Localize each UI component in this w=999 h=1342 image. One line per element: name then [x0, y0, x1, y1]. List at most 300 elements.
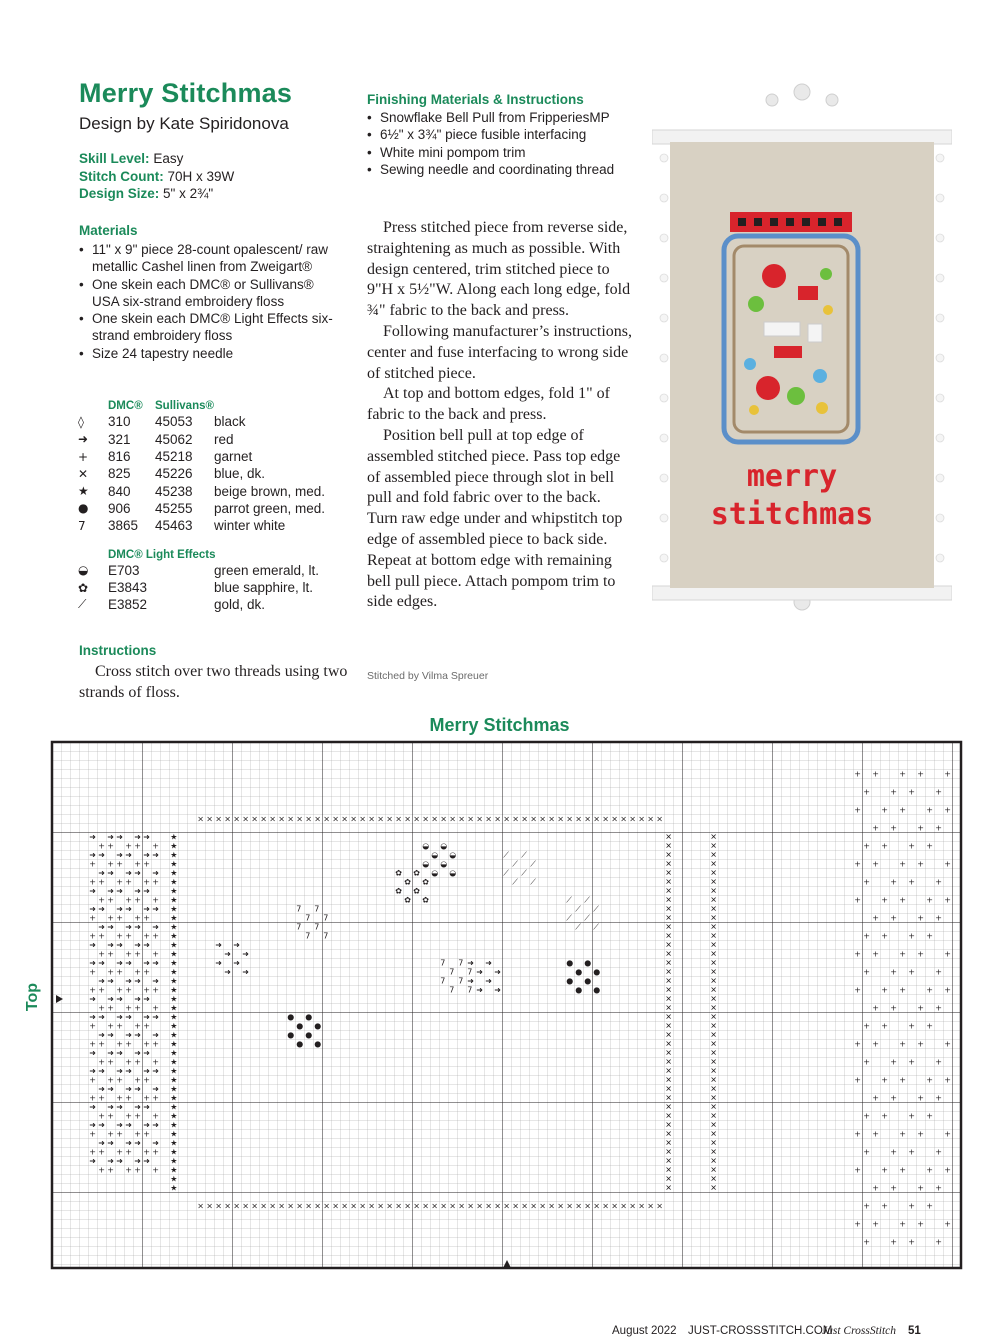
chart-symbol: ⟋: [584, 895, 590, 905]
chart-symbol: +: [881, 841, 888, 851]
chart-symbol: ×: [629, 1201, 636, 1211]
chart-symbol: +: [899, 985, 906, 995]
chart-symbol: ★: [170, 1021, 178, 1031]
chart-symbol: +: [908, 877, 915, 887]
chart-symbol: +: [890, 823, 897, 833]
chart-symbol: ➜: [125, 1030, 132, 1040]
table-row: ⟋ E3852 gold, dk.: [78, 597, 266, 613]
chart-symbol: ➜: [152, 976, 159, 986]
chart-symbol: ➜: [89, 886, 96, 896]
chart-symbol: ✿: [413, 886, 420, 896]
chart-symbol: ✕: [665, 985, 672, 995]
chart-symbol: ➜: [89, 940, 96, 950]
chart-symbol: ★: [170, 1174, 178, 1184]
chart-symbol: +: [926, 1021, 933, 1031]
chart-symbol: ➜: [143, 1048, 150, 1058]
chart-symbol: ✕: [665, 1057, 672, 1067]
chart-symbol: ➜: [125, 1066, 132, 1076]
chart-symbol: ➜: [89, 1120, 96, 1130]
chart-symbol: ×: [305, 1201, 312, 1211]
chart-symbol: ➜: [116, 1012, 123, 1022]
chart-symbol: ➜: [116, 1066, 123, 1076]
chart-symbol: ×: [530, 1201, 537, 1211]
chart-symbol: ×: [503, 1201, 510, 1211]
chart-symbol: ➜: [134, 922, 141, 932]
chart-symbol: ×: [278, 814, 285, 824]
chart-symbol: ✕: [665, 877, 672, 887]
chart-symbol: +: [890, 1093, 897, 1103]
chart-symbol: ●: [584, 976, 592, 986]
chart-symbol: ➜: [494, 967, 501, 977]
chart-symbol: ✕: [710, 985, 717, 995]
chart-symbol: +: [134, 1057, 141, 1067]
chart-symbol: +: [89, 1039, 96, 1049]
chart-symbol: ✕: [665, 1129, 672, 1139]
chart-symbol: ➜: [485, 958, 492, 968]
chart-symbol: +: [890, 967, 897, 977]
x-icon: ✕: [78, 466, 89, 481]
chart-symbol: +: [107, 895, 114, 905]
chart-symbol: ×: [251, 1201, 258, 1211]
chart-symbol: ✕: [665, 1030, 672, 1040]
chart-symbol: ●: [314, 1039, 322, 1049]
chart-symbol: +: [944, 895, 951, 905]
chart-symbol: ×: [440, 1201, 447, 1211]
chart-symbol: ×: [251, 814, 258, 824]
chart-symbol: +: [125, 949, 132, 959]
chart-symbol: ➜: [98, 958, 105, 968]
chart-symbol: ➜: [224, 949, 231, 959]
chart-symbol: ⟋: [575, 922, 581, 932]
chart-symbol: ×: [422, 814, 429, 824]
chart-symbol: ●: [566, 958, 574, 968]
chart-symbol: ➜: [107, 868, 114, 878]
chart-symbol: ★: [170, 976, 178, 986]
chart-symbol: ➜: [485, 976, 492, 986]
chart-symbol: ➜: [143, 1102, 150, 1112]
chart-symbol: ×: [350, 814, 357, 824]
chart-symbol: +: [107, 1111, 114, 1121]
chart-symbol: ➜: [134, 868, 141, 878]
chart-symbol: ✕: [710, 1165, 717, 1175]
chart-symbol: +: [152, 985, 159, 995]
chart-symbol: +: [935, 1237, 942, 1247]
chart-symbol: ×: [557, 814, 564, 824]
chart-symbol: ×: [584, 814, 591, 824]
chart-symbol: ★: [170, 841, 178, 851]
chart-symbol: ✕: [710, 949, 717, 959]
chart-symbol: ➜: [116, 1156, 123, 1166]
chart-symbol: ★: [170, 1084, 178, 1094]
chart-symbol: ★: [170, 895, 178, 905]
chart-symbol: ✕: [665, 1174, 672, 1184]
chart-symbol: +: [944, 985, 951, 995]
chart-symbol: ×: [224, 814, 231, 824]
chart-symbol: 7: [458, 976, 464, 986]
chart-symbol: ⟋: [521, 868, 527, 878]
chart-symbol: ➜: [107, 1084, 114, 1094]
chart-symbol: +: [944, 805, 951, 815]
chart-symbol: ×: [332, 814, 339, 824]
chart-symbol: +: [881, 931, 888, 941]
chart-symbol: ➜: [89, 958, 96, 968]
chart-symbol: ➜: [98, 904, 105, 914]
chart-symbol: ➜: [143, 940, 150, 950]
chart-symbol: ➜: [134, 976, 141, 986]
chart-symbol: ●: [296, 1039, 304, 1049]
chart-symbol: +: [125, 1057, 132, 1067]
chart-symbol: ×: [656, 814, 663, 824]
chart-symbol: ×: [368, 814, 375, 824]
chart-symbol: ×: [242, 814, 249, 824]
chart-symbol: +: [152, 1111, 159, 1121]
chart-symbol: ×: [197, 814, 204, 824]
chart-symbol: ➜: [98, 1012, 105, 1022]
chart-symbol: ➜: [125, 1012, 132, 1022]
chart-symbol: ✕: [665, 832, 672, 842]
chart-symbol: ➜: [116, 1120, 123, 1130]
slash-icon: ⟋: [78, 597, 87, 612]
chart-title: Merry Stitchmas: [429, 715, 570, 735]
chart-symbol: +: [116, 985, 123, 995]
chart-symbol: +: [917, 823, 924, 833]
chart-symbol: ➜: [242, 967, 249, 977]
chart-symbol: +: [872, 913, 879, 923]
chart-symbol: +: [143, 1129, 150, 1139]
chart-symbol: ✕: [665, 967, 672, 977]
chart-symbol: +: [899, 805, 906, 815]
chart-symbol: +: [881, 1165, 888, 1175]
chart-symbol: ×: [269, 1201, 276, 1211]
chart-symbol: ●: [593, 967, 601, 977]
chart-symbol: ✕: [710, 1138, 717, 1148]
chart-symbol: ➜: [98, 1084, 105, 1094]
chart-symbol: ×: [395, 814, 402, 824]
chart-symbol: ➜: [125, 1084, 132, 1094]
chart-symbol: 7: [305, 913, 311, 923]
chart-symbol: +: [854, 769, 861, 779]
chart-symbol: +: [935, 1093, 942, 1103]
chart-symbol: ✕: [665, 1003, 672, 1013]
photo-text-stitchmas: stitchmas: [710, 497, 874, 532]
chart-symbol: ✕: [710, 1093, 717, 1103]
chart-symbol: ×: [260, 1201, 267, 1211]
chart-symbol: ×: [602, 814, 609, 824]
chart-symbol: +: [125, 1147, 132, 1157]
footer-page-number: 51: [908, 1325, 921, 1337]
chart-top-label: Top: [24, 982, 41, 1012]
chart-symbol: +: [125, 877, 132, 887]
chart-symbol: +: [134, 949, 141, 959]
chart-symbol: ➜: [98, 1120, 105, 1130]
stitched-by-credit: Stitched by Vilma Spreuer: [367, 670, 489, 682]
chart-symbol: ✕: [710, 976, 717, 986]
chart-symbol: ✕: [710, 1012, 717, 1022]
chart-symbol: ×: [368, 1201, 375, 1211]
chart-symbol: +: [872, 1039, 879, 1049]
chart-symbol: ×: [386, 814, 393, 824]
chart-symbol: ×: [593, 1201, 600, 1211]
chart-symbol: +: [116, 1039, 123, 1049]
chart-symbol: +: [98, 1165, 105, 1175]
chart-symbol: ●: [305, 1030, 313, 1040]
chart-symbol: +: [917, 1129, 924, 1139]
dmc-header: DMC®: [108, 400, 143, 413]
chart-symbol: ★: [170, 1012, 178, 1022]
chart-symbol: ➜: [116, 904, 123, 914]
chart-symbol: +: [908, 1057, 915, 1067]
chart-symbol: ×: [557, 1201, 564, 1211]
chart-symbol: 7: [467, 967, 473, 977]
chart-symbol: ×: [296, 814, 303, 824]
chart-symbol: ★: [170, 931, 178, 941]
chart-symbol: ➜: [125, 868, 132, 878]
table-row: ● 906 45255 parrot green, med.: [78, 500, 326, 516]
chart-symbol: ➜: [143, 1120, 150, 1130]
chart-symbol: ×: [638, 1201, 645, 1211]
chart-symbol: ✕: [710, 895, 717, 905]
chart-symbol: +: [926, 1111, 933, 1121]
chart-symbol: ➜: [125, 922, 132, 932]
chart-symbol: ➜: [134, 832, 141, 842]
chart-symbol: ➜: [143, 904, 150, 914]
chart-symbol: +: [854, 1129, 861, 1139]
chart-symbol: ●: [575, 967, 583, 977]
chart-symbol: +: [125, 1003, 132, 1013]
chart-symbol: ✿: [404, 895, 411, 905]
chart-symbol: +: [935, 1057, 942, 1067]
chart-symbol: ★: [170, 940, 178, 950]
chart-symbol: ×: [629, 814, 636, 824]
chart-symbol: ✕: [665, 1075, 672, 1085]
chart-symbol: +: [863, 1147, 870, 1157]
chart-symbol: +: [143, 877, 150, 887]
chart-symbol: ➜: [143, 832, 150, 842]
chart-symbol: +: [116, 1129, 123, 1139]
chart-symbol: ➜: [152, 1084, 159, 1094]
chart-symbol: ★: [170, 994, 178, 1004]
chart-symbol: +: [899, 895, 906, 905]
chart-symbol: +: [917, 859, 924, 869]
chart-symbol: ×: [512, 1201, 519, 1211]
chart-symbol: +: [899, 949, 906, 959]
chart-symbol: ➜: [233, 958, 240, 968]
chart-symbol: +: [143, 1075, 150, 1085]
chart-symbol: ✕: [665, 931, 672, 941]
chart-symbol: ★: [170, 1129, 178, 1139]
chart-symbol: +: [926, 805, 933, 815]
stitch-count: Stitch Count: 70H x 39W: [79, 168, 235, 184]
table-row: 7 3865 45463 winter white: [78, 518, 286, 534]
chart-symbol: ➜: [116, 1102, 123, 1112]
chart-symbol: ➜: [125, 958, 132, 968]
chart-symbol: +: [926, 1075, 933, 1085]
chart-symbol: ✕: [710, 1120, 717, 1130]
chart-symbol: ➜: [134, 940, 141, 950]
chart-symbol: ➜: [107, 1030, 114, 1040]
chart-symbol: ●: [287, 1012, 295, 1022]
chart-symbol: +: [926, 1201, 933, 1211]
chart-symbol: +: [134, 895, 141, 905]
chart-symbol: ➜: [476, 985, 483, 995]
chart-symbol: +: [98, 1093, 105, 1103]
chart-symbol: ✕: [710, 1147, 717, 1157]
chart-symbol: 7: [314, 922, 320, 932]
chart-symbol: ✿: [395, 868, 402, 878]
chart-symbol: +: [89, 877, 96, 887]
chart-symbol: ★: [170, 1048, 178, 1058]
chart-symbol: ✕: [710, 1084, 717, 1094]
chart-symbol: ✕: [710, 913, 717, 923]
chart-symbol: +: [863, 787, 870, 797]
chart-symbol: ➜: [98, 868, 105, 878]
chart-symbol: +: [917, 949, 924, 959]
chart-symbol: ◒: [431, 868, 439, 878]
chart-symbol: ⟋: [593, 904, 599, 914]
chart-symbol: +: [143, 985, 150, 995]
chart-symbol: ★: [170, 832, 178, 842]
half-circle-icon: ◒: [78, 563, 89, 578]
chart-symbol: ➜: [89, 994, 96, 1004]
chart-symbol: +: [854, 805, 861, 815]
chart-symbol: ✕: [665, 1021, 672, 1031]
chart-symbol: +: [881, 1201, 888, 1211]
chart-symbol: ✕: [710, 1075, 717, 1085]
chart-symbol: +: [152, 1147, 159, 1157]
chart-symbol: ✕: [710, 1183, 717, 1193]
chart-symbol: ×: [575, 1201, 582, 1211]
chart-symbol: ★: [170, 922, 178, 932]
chart-symbol: +: [854, 985, 861, 995]
chart-symbol: ✕: [710, 1156, 717, 1166]
chart-symbol: +: [881, 1075, 888, 1085]
chart-symbol: +: [134, 1021, 141, 1031]
chart-symbol: +: [881, 805, 888, 815]
chart-symbol: ➜: [134, 886, 141, 896]
chart-symbol: ✕: [665, 949, 672, 959]
footer-site: JUST-CROSSSTITCH.COM: [688, 1325, 833, 1337]
chart-symbol: ✕: [710, 931, 717, 941]
chart-symbol: ➜: [116, 832, 123, 842]
chart-symbol: +: [944, 949, 951, 959]
chart-symbol: ✕: [665, 1165, 672, 1175]
chart-symbol: ★: [170, 1057, 178, 1067]
chart-symbol: +: [899, 1039, 906, 1049]
instructions-text: Cross stitch over two threads using two strands of floss.: [79, 663, 348, 701]
chart-symbol: ✕: [710, 922, 717, 932]
chart-symbol: ✕: [665, 850, 672, 860]
chart-symbol: ➜: [125, 850, 132, 860]
chart-symbol: +: [89, 1075, 96, 1085]
chart-symbol: ★: [170, 1030, 178, 1040]
chart-symbol: ★: [170, 1039, 178, 1049]
chart-symbol: +: [98, 1147, 105, 1157]
chart-symbol: ×: [323, 814, 330, 824]
chart-symbol: ➜: [107, 1102, 114, 1112]
chart-symbol: 7: [296, 922, 302, 932]
chart-symbol: ✕: [665, 922, 672, 932]
chart-symbol: ➜: [242, 949, 249, 959]
chart-symbol: ×: [296, 1201, 303, 1211]
chart-symbol: +: [98, 949, 105, 959]
chart-symbol: +: [863, 1021, 870, 1031]
chart-symbol: 7: [458, 958, 464, 968]
chart-symbol: +: [935, 787, 942, 797]
chart-symbol: ➜: [89, 1066, 96, 1076]
footer-date: August 2022: [612, 1325, 677, 1337]
chart-symbol: 7: [323, 931, 329, 941]
chart-symbol: ✕: [665, 958, 672, 968]
chart-symbol: ×: [215, 1201, 222, 1211]
chart-symbol: ➜: [98, 1138, 105, 1148]
chart-symbol: +: [917, 1039, 924, 1049]
chart-symbol: ✕: [710, 877, 717, 887]
chart-symbol: ➜: [107, 1048, 114, 1058]
chart-symbol: ➜: [233, 940, 240, 950]
chart-symbol: ➜: [215, 940, 222, 950]
chart-symbol: 7: [296, 904, 302, 914]
chart-symbol: ●: [296, 1021, 304, 1031]
chart-symbol: +: [872, 769, 879, 779]
plus-icon: +: [78, 449, 89, 464]
chart-symbol: +: [872, 1129, 879, 1139]
chart-symbol: ★: [170, 859, 178, 869]
chart-symbol: +: [98, 931, 105, 941]
chart-symbol: +: [881, 1021, 888, 1031]
chart-symbol: +: [899, 1219, 906, 1229]
chart-symbol: ✕: [665, 1012, 672, 1022]
chart-symbol: ×: [377, 1201, 384, 1211]
chart-symbol: ✕: [710, 868, 717, 878]
chart-symbol: ★: [170, 913, 178, 923]
chart-symbol: ✕: [665, 841, 672, 851]
chart-symbol: 7: [305, 931, 311, 941]
chart-symbol: ✕: [665, 895, 672, 905]
chart-symbol: ×: [233, 1201, 240, 1211]
chart-symbol: ×: [431, 814, 438, 824]
chart-symbol: ×: [548, 1201, 555, 1211]
chart-symbol: ✕: [665, 1138, 672, 1148]
chart-symbol: +: [89, 1021, 96, 1031]
chart-symbol: ✕: [710, 1057, 717, 1067]
chart-symbol: ◒: [422, 841, 430, 851]
chart-symbol: ✕: [665, 913, 672, 923]
chart-symbol: +: [116, 877, 123, 887]
chart-symbol: ✕: [710, 1048, 717, 1058]
chart-symbol: +: [935, 913, 942, 923]
chart-symbol: ➜: [89, 832, 96, 842]
chart-symbol: ×: [593, 814, 600, 824]
chart-symbol: +: [917, 1183, 924, 1193]
chart-symbol: ✕: [665, 1183, 672, 1193]
chart-symbol: +: [890, 877, 897, 887]
chart-symbol: ⟋: [503, 850, 509, 860]
chart-symbol: ●: [584, 958, 592, 968]
chart-symbol: +: [107, 859, 114, 869]
chart-symbol: ➜: [107, 832, 114, 842]
chart-symbol: +: [926, 1165, 933, 1175]
chart-symbol: +: [863, 1201, 870, 1211]
chart-symbol: +: [107, 913, 114, 923]
chart-symbol: +: [890, 913, 897, 923]
chart-symbol: ➜: [152, 958, 159, 968]
chart-symbol: +: [125, 1039, 132, 1049]
chart-symbol: ➜: [89, 904, 96, 914]
chart-symbol: +: [908, 1201, 915, 1211]
chart-symbol: ➜: [134, 1048, 141, 1058]
chart-symbol: ×: [530, 814, 537, 824]
chart-symbol: +: [944, 859, 951, 869]
